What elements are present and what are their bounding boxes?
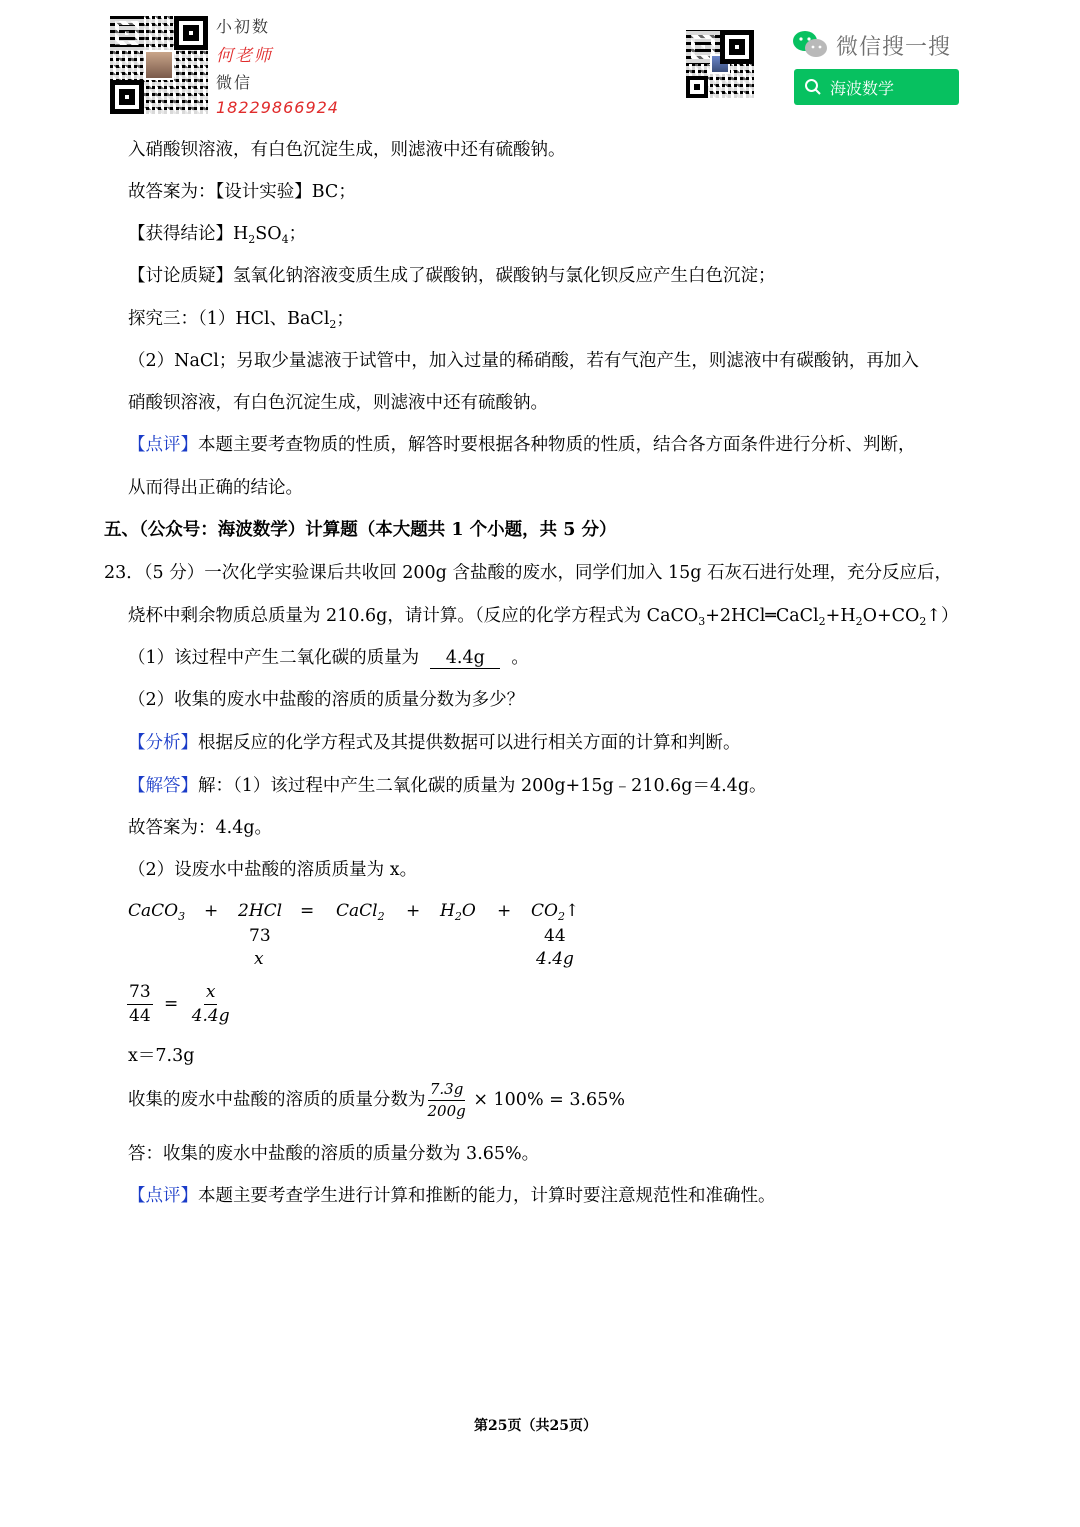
section-heading: 五、（公众号：海波数学）计算题（本大题共 1 个小题，共 5 分） [104,520,617,540]
analysis-tag: 【分析】 [128,733,198,753]
handwritten-line-1: 小初数 [216,17,271,36]
search-label: 海波数学 [830,78,895,98]
final-answer: 答：收集的废水中盐酸的溶质的质量分数为 3.65%。 [128,1144,540,1164]
comment-tag: 【点评】 [128,1186,198,1206]
text-line: 硝酸钡溶液，有白色沉淀生成，则滤液中还有硫酸钠。 [128,393,548,413]
eq-hcl: 2HCl [238,901,283,921]
text-line: 【讨论质疑】氢氧化钠溶液变质生成了碳酸钠，碳酸钠与氯化钡反应产生白色沉淀； [128,266,776,286]
eq-plus: + [497,901,512,921]
eq-h2o: $H_2O$ [440,901,476,923]
eq-caco3: CaCO$_3$ [128,901,186,923]
handwritten-line-2: 何老师 [216,46,273,66]
eq-plus: + [204,901,219,921]
answer-blank: 4.4g [430,650,500,669]
analysis-line: 【分析】根据反应的化学方程式及其提供数据可以进行相关方面的计算和判断。 [128,733,741,753]
page-footer: 第25页（共25页） [474,1418,597,1434]
eq-equals: = [300,901,315,921]
wechat-search-title: 微信搜一搜 [836,35,952,60]
fraction-line: 收集的废水中盐酸的溶质的质量分数为 $\frac{7.3g}{200g}$ × 100% = 3.65% [128,1080,625,1120]
comment-line: 【点评】本题主要考查学生进行计算和推断的能力，计算时要注意规范性和准确性。 [128,1186,776,1206]
sub-question-2: （2）收集的废水中盐酸的溶质的质量分数为多少？ [128,690,525,710]
eq-co2: $CO_2↑$ [531,901,580,923]
text-line: （2）NaCl；另取少量滤液于试管中，加入过量的稀硝酸，若有气泡产生，则滤液中有碳酸钠，再加入 [128,351,919,371]
avatar-small [710,54,730,74]
text-line: 【获得结论】$H_2SO_4$； [128,224,307,246]
eq-co2-var: 4.4g [536,949,574,969]
sub-question-1: （1）该过程中产生二氧化碳的质量为 4.4g 。 [128,648,529,668]
avatar [144,50,174,80]
question-text: 23．（5 分）一次化学实验课后共收回 200g 含盐酸的废水，同学们加入 15g 石灰石进行处理，充分反应后， [104,563,953,583]
result-line: x＝7.3g [128,1046,195,1066]
eq-hcl-var: x [254,949,264,969]
comment-tag: 【点评】 [128,435,198,455]
eq-plus: + [406,901,421,921]
eq-hcl-mass: 73 [249,926,271,946]
wechat-icon [792,29,828,59]
qr-code-right [686,30,754,98]
handwritten-phone: 18229866924 [216,98,339,117]
answer-tag: 【解答】 [128,776,198,796]
text-line: （2）设废水中盐酸的溶质质量为 x。 [128,860,418,880]
answer-line: 【解答】解：（1）该过程中产生二氧化碳的质量为 200g+15g﹣210.6g＝4.4g。 [128,776,767,796]
search-icon [804,78,822,96]
question-text: 烧杯中剩余物质总质量为 210.6g，请计算。（反应的化学方程式为 $CaCO_3+2HCl═CaCl_2+H_2O+CO_2↑$） [128,606,959,628]
text-line: 入硝酸钡溶液，有白色沉淀生成，则滤液中还有硫酸钠。 [128,140,566,160]
eq-co2-mass: 44 [544,926,566,946]
text-line: 从而得出正确的结论。 [128,478,303,498]
handwritten-line-3: 微信 [216,73,253,92]
text-line: 故答案为：4.4g。 [128,818,273,838]
proportion: $\frac{73}{44}$ = $\frac{x}{4.4g}$ [129,982,230,1026]
text-line: 探究三：（1）HCl、BaCl$_2$； [128,309,354,331]
search-button[interactable] [794,69,959,105]
qr-code-left [110,16,208,114]
text-line: 故答案为：【设计实验】BC； [128,182,356,202]
comment-line: 【点评】本题主要考查物质的性质，解答时要根据各种物质的性质，结合各方面条件进行分析、判断， [128,435,916,455]
eq-cacl2: CaCl$_2$ [336,901,385,923]
